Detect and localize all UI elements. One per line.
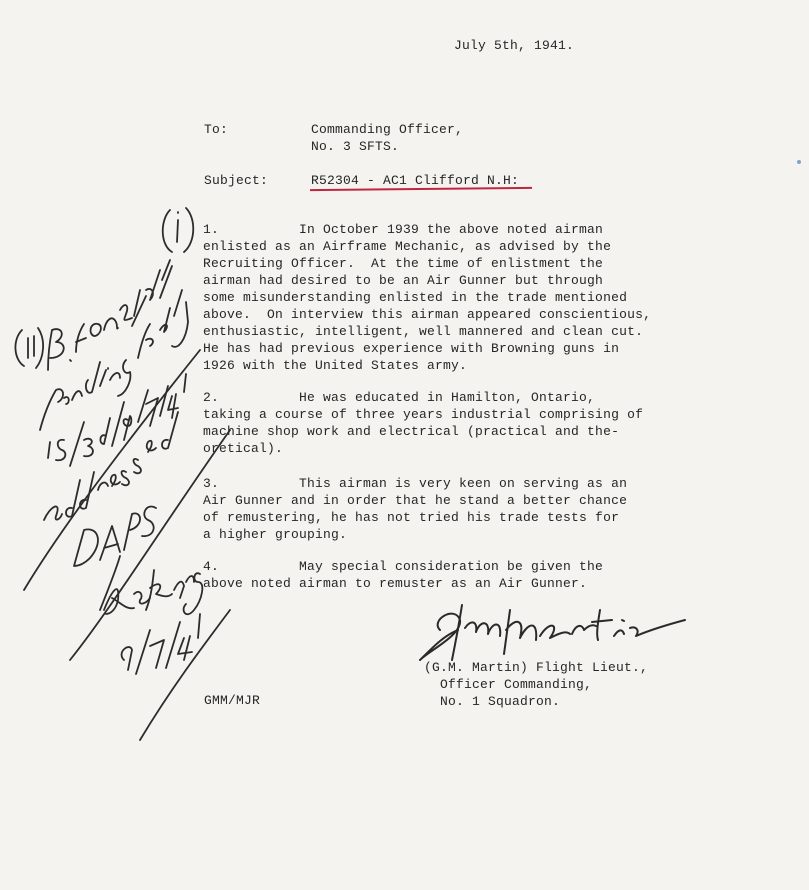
to-label: To: [204,122,229,137]
paragraph-line: airman had desired to be an Air Gunner but through [203,273,604,288]
signatory-unit: No. 1 Squadron. [424,694,561,709]
signature-block [424,659,648,710]
paragraph-line: above. On interview this airman appeared conscientious, [203,307,652,322]
handwritten-margin-annotations [0,190,260,750]
signatory-name: (G.M. Martin) Flight Lieut., [424,660,649,675]
to-line: No. 3 SFTS. [311,139,400,154]
paragraph-line: 1926 with the United States army. [203,358,468,373]
paragraph-2 [203,389,683,457]
signatory-title: Officer Commanding, [424,677,593,692]
paragraph-line: Air Gunner and in order that he stand a better chance [203,493,628,508]
paragraph-line: He has had previous experience with Browning guns in [203,341,620,356]
edge-mark [795,158,803,166]
letter-date: July 5th, 1941. [454,38,575,53]
paragraph-line: a higher grouping. [203,527,348,542]
paragraph-line: 4. May special consideration be given the [203,559,604,574]
paragraph-line: enthusiastic, intelligent, well mannered and clean cut. [203,324,644,339]
paragraph-line: taking a course of three years industrial comprising of [203,407,644,422]
paragraph-line: 2. He was educated in Hamilton, Ontario, [203,390,596,405]
subject-value: R52304 - AC1 Clifford N.H: [311,173,520,188]
paragraph-line: enlisted as an Airframe Mechanic, as advised by the [203,239,612,254]
paragraph-line: 3. This airman is very keen on serving as an [203,476,628,491]
paragraph-line: Recruiting Officer. At the time of enlistment the [203,256,604,271]
paragraph-line: oretical). [203,441,284,456]
paragraph-line: above noted airman to remuster as an Air Gunner. [203,576,588,591]
paragraph-line: 1. In October 1939 the above noted airman [203,222,604,237]
to-address [311,121,463,155]
reference-initials: GMM/MJR [204,693,261,708]
paragraph-line: some misunderstanding enlisted in the trade mentioned [203,290,628,305]
paragraph-3 [203,475,683,543]
paragraph-4 [203,558,683,592]
subject-label: Subject: [204,173,269,188]
to-line: Commanding Officer, [311,122,464,137]
paragraph-line: machine shop work and electrical (practical and the- [203,424,620,439]
paragraph-line: of remustering, he has not tried his trade tests for [203,510,620,525]
handwritten-signature [400,590,700,670]
paragraph-1 [203,221,683,374]
